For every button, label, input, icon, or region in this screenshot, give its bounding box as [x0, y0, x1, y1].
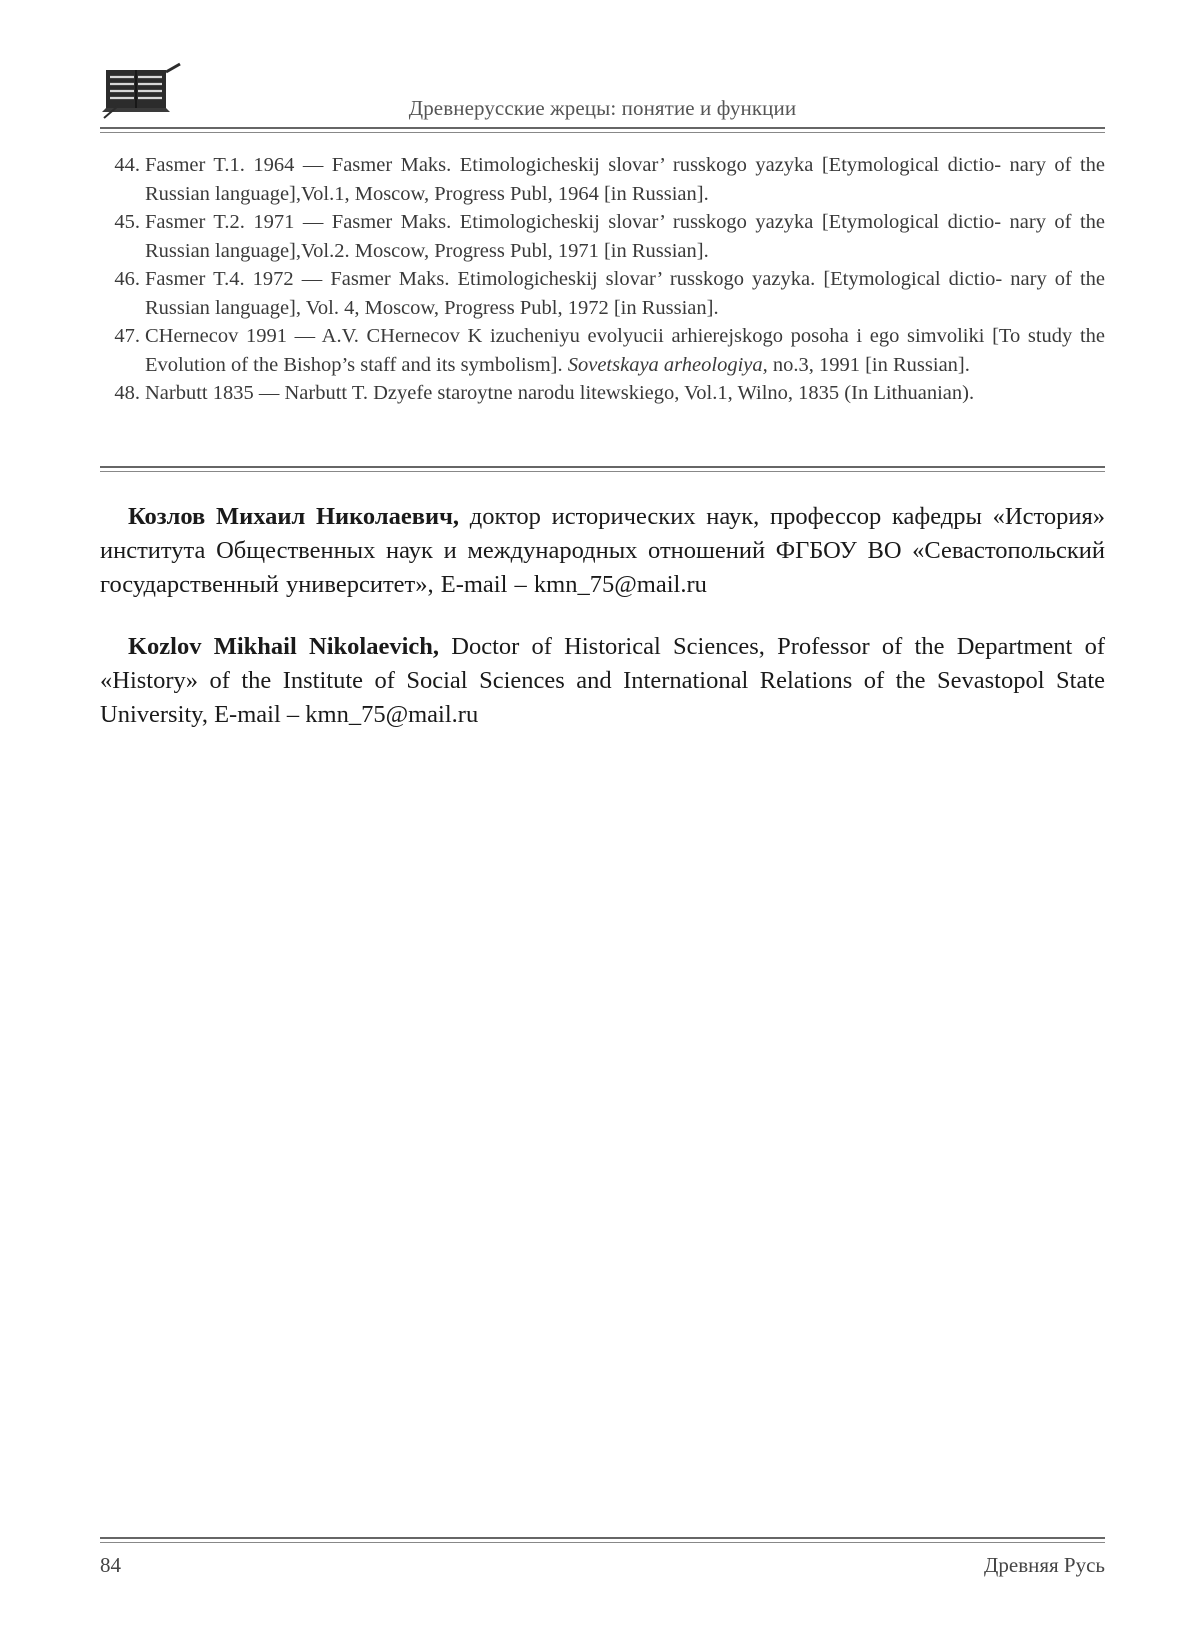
footer-divider	[100, 1537, 1105, 1541]
author-description-russian: доктор исторических наук, профессор кафедры «История» института Общественных наук и международных отношений ФГБОУ ВО «Севастопольский государственный университет», E-mail – kmn_75@mail.ru	[100, 503, 1106, 598]
reference-text	[145, 325, 1105, 376]
reference-item	[100, 151, 1105, 208]
page-footer	[100, 1553, 1105, 1583]
author-info-russian	[100, 500, 1105, 602]
reference-text: Fasmer T.2. 1971 — Fasmer Maks. Etimologicheskij slovar’ russkogo yazyka [Etymological dictio- nary of the Russian language],Vol.2. Moscow, Progress Publ, 1971 [in Russian].	[145, 211, 1105, 262]
journal-name: Древняя Русь	[984, 1553, 1105, 1577]
reference-list	[100, 151, 1105, 408]
reference-number: 47.	[114, 325, 140, 347]
author-info-english	[100, 630, 1105, 732]
author-description-english: Doctor of Historical Sciences, Professor of the Department of «History» of the Institute of Social Sciences and International Relations of the Sevastopol State University, E-mail – kmn_75@mail.ru	[100, 633, 1105, 728]
reference-number: 48.	[114, 382, 140, 404]
author-name-english: Kozlov Mikhail Nikolaevich,	[128, 633, 440, 660]
reference-text-tail: no.3, 1991 [in Russian].	[767, 353, 970, 376]
reference-item	[100, 322, 1105, 379]
reference-item	[100, 208, 1105, 265]
section-divider	[100, 466, 1105, 470]
reference-number: 45.	[114, 211, 140, 233]
header-divider	[100, 127, 1105, 131]
reference-item	[100, 379, 1105, 408]
reference-number: 46.	[114, 268, 140, 290]
author-name-russian: Козлов Михаил Николаевич,	[128, 503, 460, 530]
page-header	[100, 62, 1105, 136]
reference-text: Fasmer T.1. 1964 — Fasmer Maks. Etimologicheskij slovar’ russkogo yazyka [Etymological dictio- nary of the Russian language],Vol.1, Moscow, Progress Publ, 1964 [in Russian].	[145, 154, 1105, 205]
journal-title: Sovetskaya arheologiya,	[567, 353, 768, 376]
reference-text: Fasmer T.4. 1972 — Fasmer Maks. Etimologicheskij slovar’ russkogo yazyka. [Etymological dictio- nary of the Russian language], Vol. 4, Moscow, Progress Publ, 1972 [in Russian].	[145, 268, 1105, 319]
reference-text-main: CHernecov 1991 — A.V. CHernecov K izucheniyu evolyucii arhierejskogo posoha i ego simvoliki [To study the Evolution of the Bishop’s staff and its symbolism].	[145, 325, 1105, 376]
reference-number: 44.	[114, 154, 140, 176]
running-title: Древнерусские жрецы: понятие и функции	[408, 96, 797, 120]
reference-text: Narbutt 1835 — Narbutt T. Dzyefe staroytne narodu litewskiego, Vol.1, Wilno, 1835 (In Lithuanian).	[145, 382, 975, 404]
page-number: 84	[100, 1553, 121, 1577]
reference-item	[100, 265, 1105, 322]
